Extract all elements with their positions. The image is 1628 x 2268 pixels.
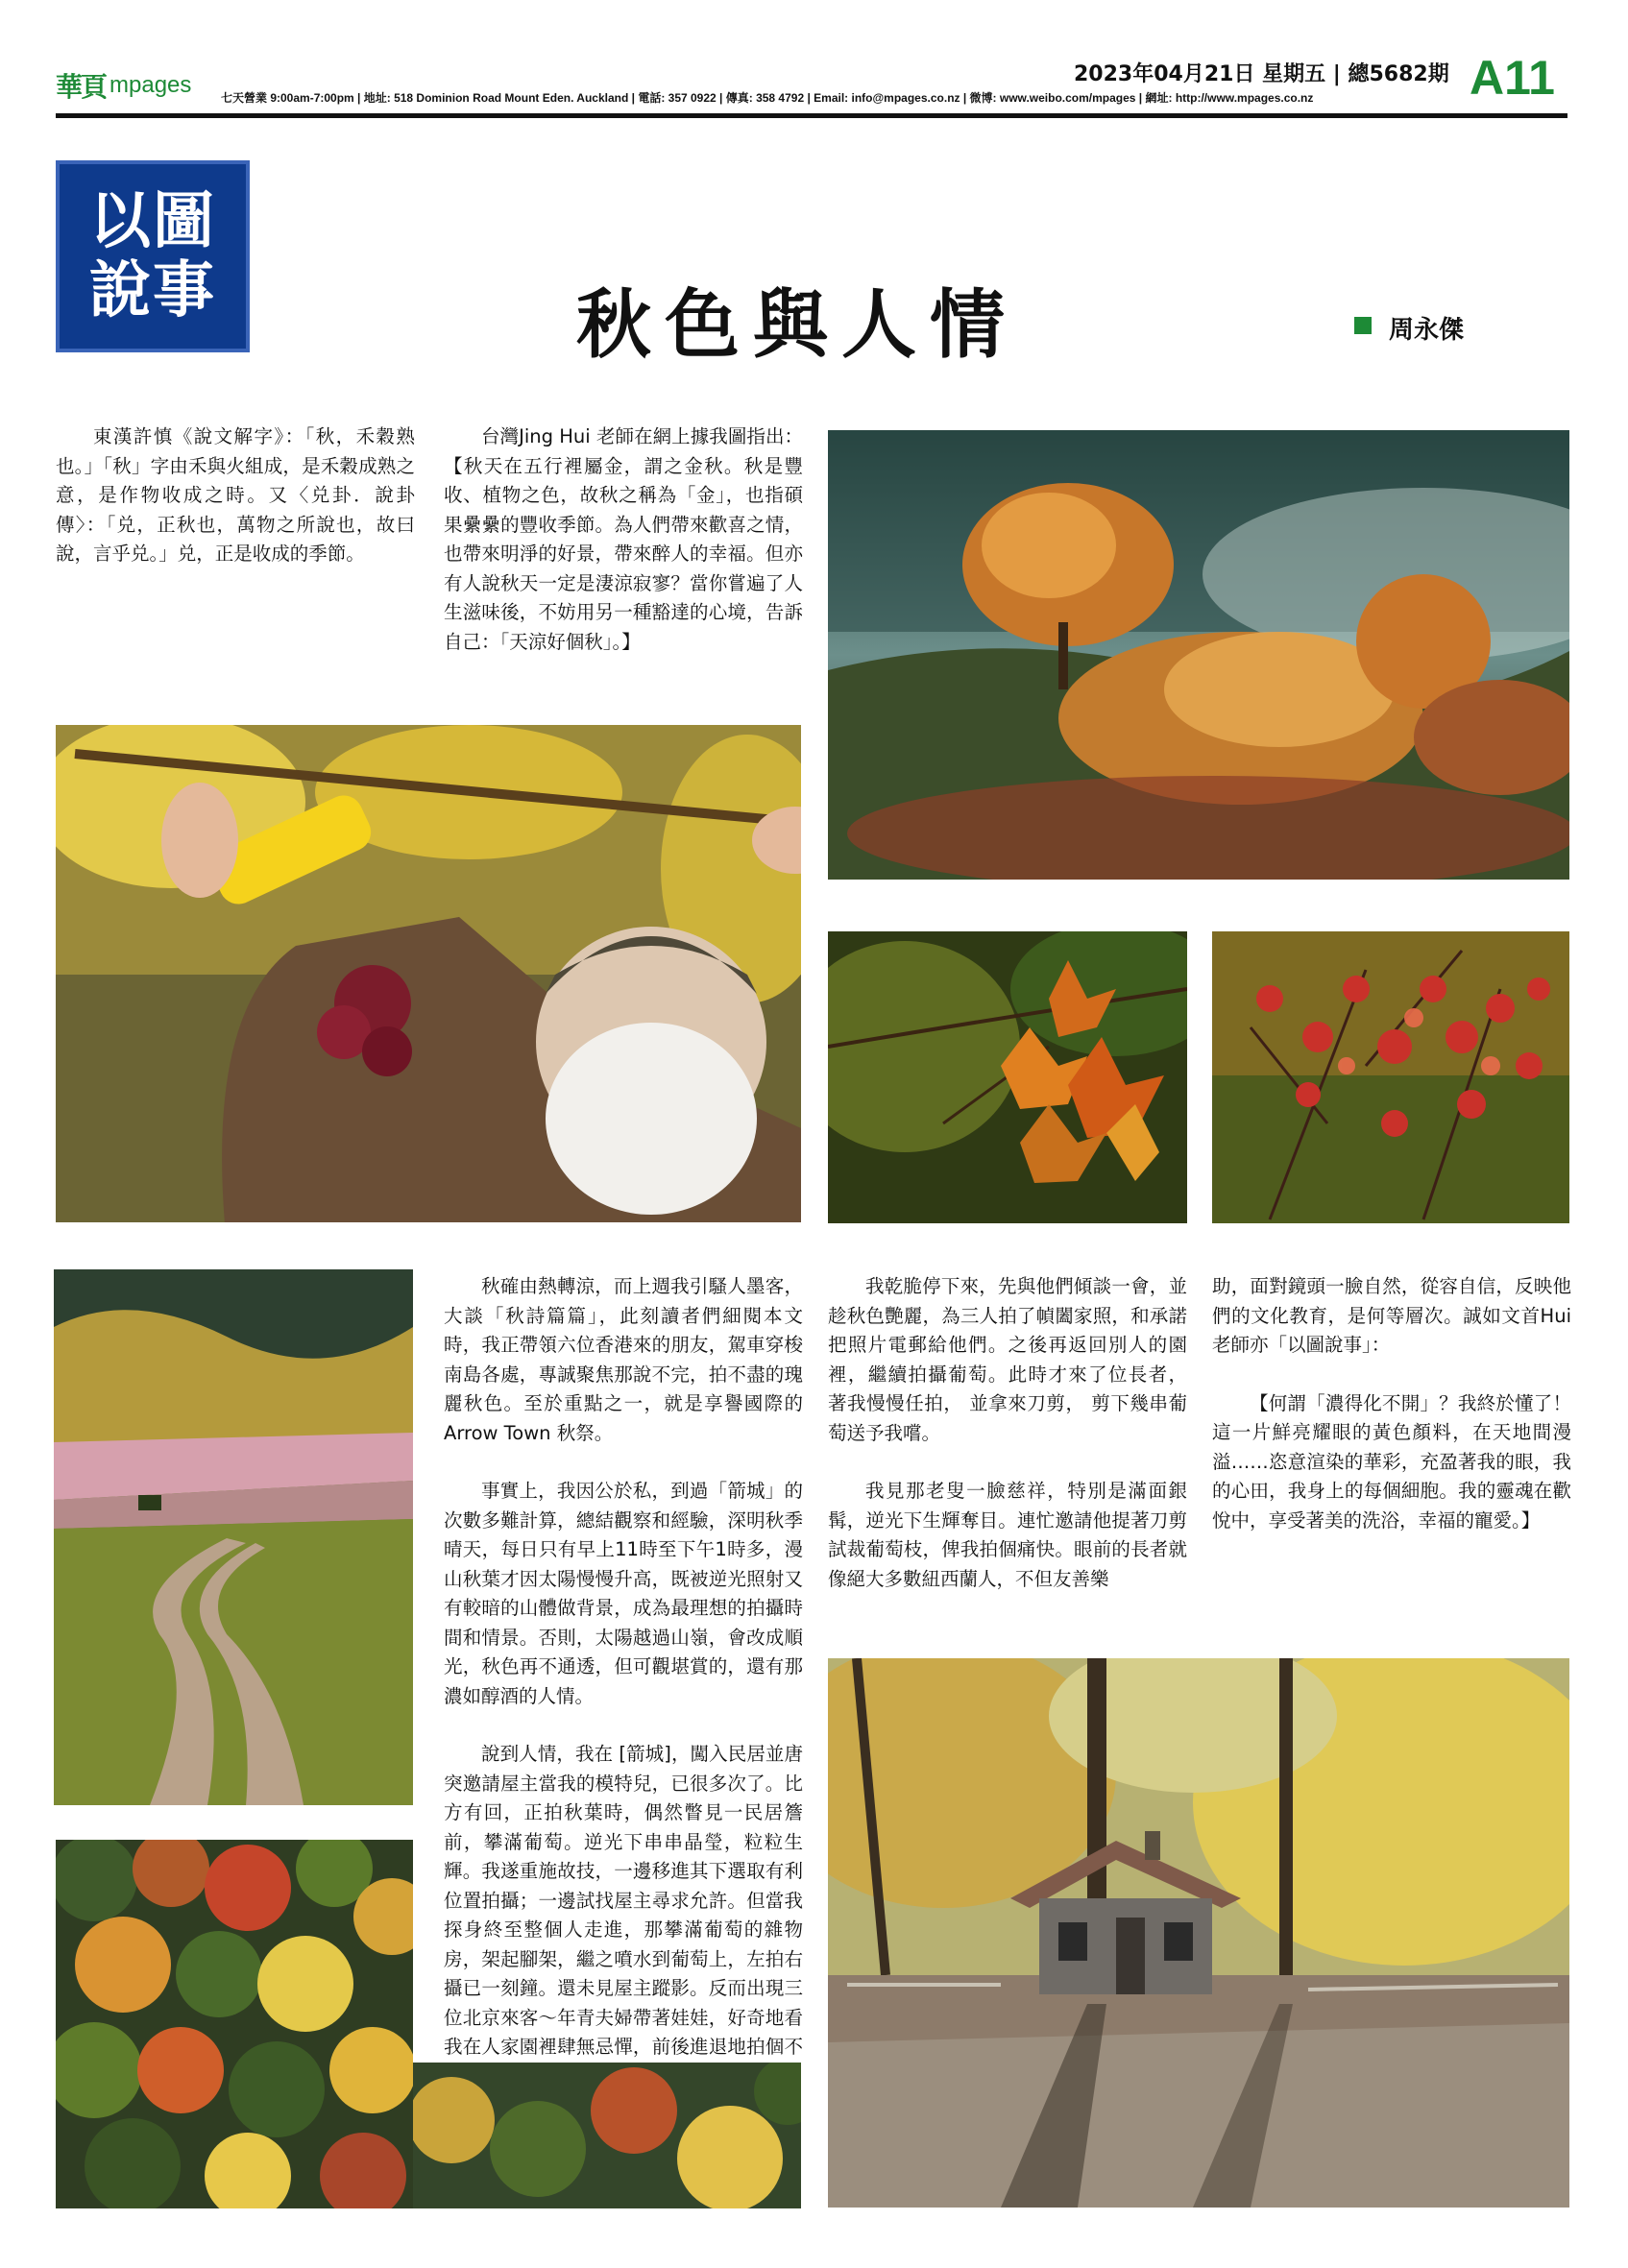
paragraph: 我見那老叟一臉慈祥，特別是滿面銀髯，逆光下生輝奪目。連忙邀請他提著刀剪試裁葡萄枝，俾我拍個痛快。眼前的長者就像絕大多數紐西蘭人，不但友善樂 — [828, 1480, 1187, 1590]
mpages-logo — [56, 69, 200, 102]
column-badge-line2: 說事 — [89, 254, 216, 326]
paragraph: 東漢許慎《說文解字》：「秋，禾穀熟也。」「秋」字由禾與火組成，是禾穀成熟之意，是作物收成之時。又〈兑卦．說卦傳〉：「兑，正秋也，萬物之所說也，故曰說，言乎兑。」兑，正是收成的季節。 — [56, 425, 415, 565]
article-title: 秋色與人情 — [576, 281, 1019, 369]
issue-dateline: 2023年04月21日 星期五 | 總5682期 — [1074, 62, 1449, 86]
paragraph: 說到人情，我在 [箭城]，闖入民居並唐突邀請屋主當我的模特兒，已很多次了。比方有回，正拍秋葉時，偶然瞥見一民居簷前，攀滿葡萄。逆光下串串晶瑩，粒粒生輝。我遂重施故技，一邊移進其下選取有利位置拍攝；一邊試找屋主尋求允許。但當我探身終至整個人走進，那攀滿葡萄的雜物房，架起腳架，繼之噴水到葡萄上，左拍右攝已一刻鐘。還未見屋主蹤影。反而出現三位北京來客～年青夫婦帶著娃娃，好奇地看我在人家園裡肆無忌憚，前後進退地拍個不 — [444, 1743, 803, 2058]
photo-autumn-forest-canopy — [56, 1840, 413, 2208]
photo-grape-harvest-man — [56, 725, 801, 1222]
header-rule — [56, 113, 1567, 118]
paragraph: 【何謂「濃得化不開」？我終於懂了！這一片鮮亮耀眼的黃色顏料，在天地間漫溢……恣意渲染的華彩，充盈著我的眼，我的心田，我身上的每個細胞。我的靈魂在歡悅中，享受著美的洗浴，幸福的寵愛。】 — [1212, 1391, 1571, 1532]
paragraph: 台灣Jing Hui 老師在網上據我圖指出：【秋天在五行裡屬金，謂之金秋。秋是豐收、植物之色，故秋之稱為「金」，也指碩果纍纍的豐收季節。為人們帶來歡喜之情，也帶來明淨的好景，帶來醉人的幸福。但亦有人說秋天一定是淒涼寂寥？當你嘗遍了人生滋味後，不妨用另一種豁達的心境，告訴自己：「天涼好個秋」。】 — [444, 425, 803, 653]
logo-chinese: 華頁 — [56, 71, 107, 103]
author-marker-icon — [1354, 317, 1372, 334]
photo-orange-maple-leaves — [828, 931, 1187, 1223]
text-column-4 — [828, 1272, 1187, 1594]
text-column-5 — [1212, 1272, 1571, 1535]
text-column-3 — [444, 1272, 803, 2091]
paragraph: 我乾脆停下來，先與他們傾談一會，並趁秋色艷麗，為三人拍了幀闔家照，和承諾把照片電郵給他們。之後再返回別人的園裡，繼續拍攝葡萄。此時才來了位長者， 著我慢慢任拍， 並拿來刀剪， 剪下幾串葡萄送予我嚐。 — [828, 1275, 1187, 1444]
photo-autumn-forest-canopy-extension — [413, 2063, 801, 2208]
paragraph: 秋確由熱轉涼，而上週我引騷人墨客，大談「秋詩篇篇」，此刻讀者們細閱本文時，我正帶領六位香港來的朋友，駕車穿梭南島各處，專誠聚焦那說不完，拍不盡的瑰麗秋色。至於重點之一，就是享譽國際的 Arrow Town 秋祭。 — [444, 1275, 803, 1444]
column-badge-line1: 以圖 — [89, 185, 216, 257]
contact-info-line: 七天營業 9:00am-7:00pm | 地址: 518 Dominion Road Mount Eden. Auckland | 電話: 357 0922 | 傳真: 358 4792 | Email: info@mpages.co.nz | 微博: www.weibo.com/mpages | 網址: http://www.mpages.co.nz — [221, 91, 1314, 105]
photo-red-leaves — [1212, 931, 1569, 1223]
text-column-2 — [444, 422, 803, 657]
photo-wooden-cabin-autumn — [828, 1658, 1569, 2208]
column-badge — [56, 160, 250, 352]
photo-dirt-road-valley — [54, 1269, 413, 1805]
article-author: 周永傑 — [1389, 316, 1465, 345]
photo-autumn-trees-hillside — [828, 430, 1569, 880]
page-number: A11 — [1470, 51, 1555, 105]
logo-english: mpages — [109, 72, 192, 98]
paragraph: 事實上，我因公於私，到過「箭城」的次數多難計算，總結觀察和經驗，深明秋季晴天，每日只有早上11時至下午1時多，漫山秋葉才因太陽慢慢升高，既被逆光照射又有較暗的山體做背景，成為最理想的拍攝時間和情景。否則，太陽越過山嶺，會改成順光，秋色再不通透，但可觀堪賞的，還有那濃如醇酒的人情。 — [444, 1480, 803, 1707]
paragraph: 助，面對鏡頭一臉自然，從容自信，反映他們的文化教育，是何等層次。誠如文首Hui 老師亦「以圖說事」： — [1212, 1275, 1571, 1356]
text-column-1 — [56, 422, 415, 569]
